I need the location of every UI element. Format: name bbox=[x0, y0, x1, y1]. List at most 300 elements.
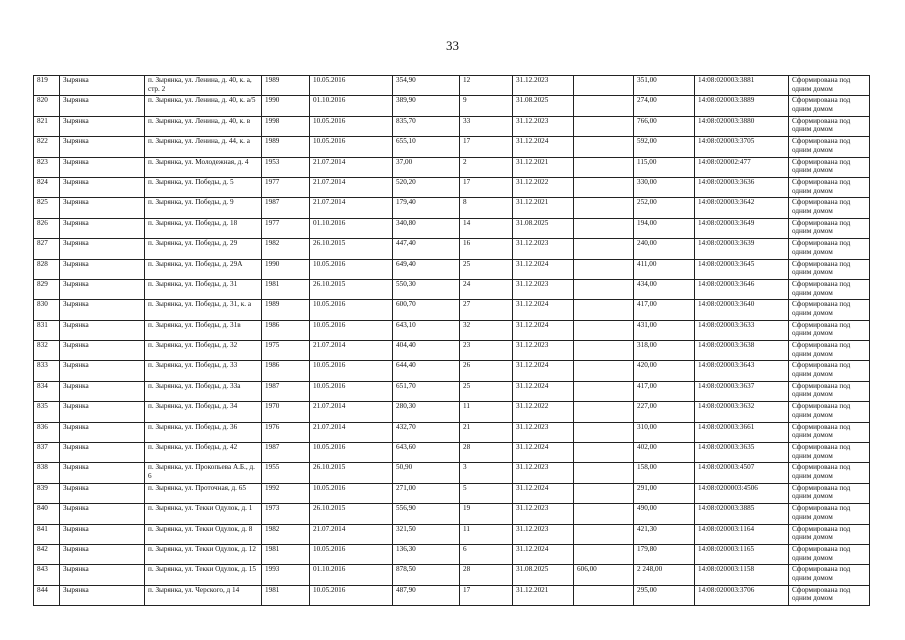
address-cell: п. Зырянка, ул. Победы, д. 18 bbox=[145, 218, 262, 238]
land-status-cell: Сформирована под одним домом bbox=[789, 279, 870, 299]
registration-date-cell: 10.05.2016 bbox=[310, 361, 393, 381]
residents-cell: 17 bbox=[460, 137, 513, 157]
cadastral-number-cell: 14:08:020003:3637 bbox=[695, 381, 789, 401]
extra-area-cell bbox=[574, 422, 634, 442]
land-status-cell: Сформирована под одним домом bbox=[789, 76, 870, 96]
residents-cell: 3 bbox=[460, 463, 513, 483]
table-row bbox=[34, 585, 870, 605]
land-area-cell: 115,00 bbox=[634, 157, 695, 177]
land-area-cell: 179,80 bbox=[634, 544, 695, 564]
land-status-cell: Сформирована под одним домом bbox=[789, 422, 870, 442]
settlement-cell: Зырянка bbox=[60, 300, 145, 320]
land-status-cell: Сформирована под одним домом bbox=[789, 300, 870, 320]
residents-cell: 17 bbox=[460, 177, 513, 197]
land-status-cell: Сформирована под одним домом bbox=[789, 239, 870, 259]
address-cell: п. Зырянка, ул. Победы, д. 29А bbox=[145, 259, 262, 279]
row-number-cell: 844 bbox=[34, 585, 60, 605]
deadline-date-cell: 31.12.2021 bbox=[513, 198, 574, 218]
cadastral-number-cell: 14:08:020003:3632 bbox=[695, 402, 789, 422]
address-cell: п. Зырянка, ул. Победы, д. 42 bbox=[145, 443, 262, 463]
address-cell: п. Зырянка, ул. Ленина, д. 40, к. в bbox=[145, 116, 262, 136]
settlement-cell: Зырянка bbox=[60, 137, 145, 157]
total-area-cell: 447,40 bbox=[393, 239, 460, 259]
land-area-cell: 240,00 bbox=[634, 239, 695, 259]
address-cell: п. Зырянка, ул. Текки Одулок, д. 8 bbox=[145, 524, 262, 544]
land-status-cell: Сформирована под одним домом bbox=[789, 116, 870, 136]
extra-area-cell: 606,00 bbox=[574, 565, 634, 585]
residents-cell: 28 bbox=[460, 443, 513, 463]
extra-area-cell bbox=[574, 341, 634, 361]
settlement-cell: Зырянка bbox=[60, 483, 145, 503]
settlement-cell: Зырянка bbox=[60, 341, 145, 361]
cadastral-number-cell: 14:08:020003:3638 bbox=[695, 341, 789, 361]
row-number-cell: 838 bbox=[34, 463, 60, 483]
total-area-cell: 404,40 bbox=[393, 341, 460, 361]
build-year-cell: 1953 bbox=[262, 157, 310, 177]
registration-date-cell: 26.10.2015 bbox=[310, 463, 393, 483]
settlement-cell: Зырянка bbox=[60, 361, 145, 381]
build-year-cell: 1970 bbox=[262, 402, 310, 422]
cadastral-number-cell: 14:08:0200003:4506 bbox=[695, 483, 789, 503]
total-area-cell: 878,50 bbox=[393, 565, 460, 585]
cadastral-number-cell: 14:08:020003:3889 bbox=[695, 96, 789, 116]
cadastral-number-cell: 14:08:020003:3636 bbox=[695, 177, 789, 197]
registration-date-cell: 10.05.2016 bbox=[310, 320, 393, 340]
extra-area-cell bbox=[574, 463, 634, 483]
address-cell: п. Зырянка, ул. Ленина, д. 40, к. а, стр. 2 bbox=[145, 76, 262, 96]
land-status-cell: Сформирована под одним домом bbox=[789, 218, 870, 238]
residents-cell: 8 bbox=[460, 198, 513, 218]
total-area-cell: 280,30 bbox=[393, 402, 460, 422]
deadline-date-cell: 31.12.2021 bbox=[513, 585, 574, 605]
land-status-cell: Сформирована под одним домом bbox=[789, 157, 870, 177]
total-area-cell: 487,90 bbox=[393, 585, 460, 605]
registration-date-cell: 10.05.2016 bbox=[310, 483, 393, 503]
cadastral-number-cell: 14:08:020003:1158 bbox=[695, 565, 789, 585]
row-number-cell: 825 bbox=[34, 198, 60, 218]
address-cell: п. Зырянка, ул. Победы, д. 33а bbox=[145, 381, 262, 401]
cadastral-number-cell: 14:08:020003:3649 bbox=[695, 218, 789, 238]
build-year-cell: 1990 bbox=[262, 259, 310, 279]
registration-date-cell: 10.05.2016 bbox=[310, 76, 393, 96]
land-area-cell: 194,00 bbox=[634, 218, 695, 238]
build-year-cell: 1981 bbox=[262, 585, 310, 605]
settlement-cell: Зырянка bbox=[60, 116, 145, 136]
settlement-cell: Зырянка bbox=[60, 76, 145, 96]
row-number-cell: 835 bbox=[34, 402, 60, 422]
row-number-cell: 830 bbox=[34, 300, 60, 320]
row-number-cell: 826 bbox=[34, 218, 60, 238]
total-area-cell: 389,90 bbox=[393, 96, 460, 116]
deadline-date-cell: 31.12.2024 bbox=[513, 320, 574, 340]
address-cell: п. Зырянка, ул. Текки Одулок, д. 1 bbox=[145, 504, 262, 524]
table-row bbox=[34, 483, 870, 503]
cadastral-number-cell: 14:08:020003:3643 bbox=[695, 361, 789, 381]
row-number-cell: 833 bbox=[34, 361, 60, 381]
cadastral-number-cell: 14:08:020003:1164 bbox=[695, 524, 789, 544]
build-year-cell: 1993 bbox=[262, 565, 310, 585]
land-status-cell: Сформирована под одним домом bbox=[789, 463, 870, 483]
build-year-cell: 1973 bbox=[262, 504, 310, 524]
table-row bbox=[34, 116, 870, 136]
table-row bbox=[34, 239, 870, 259]
row-number-cell: 841 bbox=[34, 524, 60, 544]
land-status-cell: Сформирована под одним домом bbox=[789, 483, 870, 503]
settlement-cell: Зырянка bbox=[60, 524, 145, 544]
address-cell: п. Зырянка, ул. Победы, д. 33 bbox=[145, 361, 262, 381]
total-area-cell: 655,10 bbox=[393, 137, 460, 157]
settlement-cell: Зырянка bbox=[60, 157, 145, 177]
address-cell: п. Зырянка, ул. Победы, д. 31 bbox=[145, 279, 262, 299]
address-cell: п. Зырянка, ул. Победы, д. 29 bbox=[145, 239, 262, 259]
land-area-cell: 2 248,00 bbox=[634, 565, 695, 585]
row-number-cell: 839 bbox=[34, 483, 60, 503]
residents-cell: 16 bbox=[460, 239, 513, 259]
deadline-date-cell: 31.12.2023 bbox=[513, 524, 574, 544]
build-year-cell: 1986 bbox=[262, 361, 310, 381]
extra-area-cell bbox=[574, 76, 634, 96]
land-area-cell: 420,00 bbox=[634, 361, 695, 381]
deadline-date-cell: 31.12.2023 bbox=[513, 463, 574, 483]
address-cell: п. Зырянка, ул. Текки Одулок, д. 15 bbox=[145, 565, 262, 585]
build-year-cell: 1987 bbox=[262, 381, 310, 401]
page-number: 33 bbox=[446, 38, 459, 53]
residents-cell: 27 bbox=[460, 300, 513, 320]
extra-area-cell bbox=[574, 381, 634, 401]
extra-area-cell bbox=[574, 116, 634, 136]
address-cell: п. Зырянка, ул. Прокопьева А.Б., д. 6 bbox=[145, 463, 262, 483]
build-year-cell: 1975 bbox=[262, 341, 310, 361]
residents-cell: 6 bbox=[460, 544, 513, 564]
land-status-cell: Сформирована под одним домом bbox=[789, 198, 870, 218]
land-area-cell: 417,00 bbox=[634, 381, 695, 401]
build-year-cell: 1981 bbox=[262, 279, 310, 299]
registration-date-cell: 01.10.2016 bbox=[310, 96, 393, 116]
table-row bbox=[34, 341, 870, 361]
build-year-cell: 1989 bbox=[262, 76, 310, 96]
table-row bbox=[34, 300, 870, 320]
settlement-cell: Зырянка bbox=[60, 177, 145, 197]
build-year-cell: 1987 bbox=[262, 443, 310, 463]
row-number-cell: 819 bbox=[34, 76, 60, 96]
total-area-cell: 271,00 bbox=[393, 483, 460, 503]
table-row bbox=[34, 524, 870, 544]
land-status-cell: Сформирована под одним домом bbox=[789, 565, 870, 585]
deadline-date-cell: 31.12.2024 bbox=[513, 300, 574, 320]
table-row bbox=[34, 157, 870, 177]
housing-registry-table bbox=[33, 75, 870, 606]
total-area-cell: 651,70 bbox=[393, 381, 460, 401]
settlement-cell: Зырянка bbox=[60, 259, 145, 279]
total-area-cell: 179,40 bbox=[393, 198, 460, 218]
build-year-cell: 1992 bbox=[262, 483, 310, 503]
cadastral-number-cell: 14:08:020003:4507 bbox=[695, 463, 789, 483]
address-cell: п. Зырянка, ул. Победы, д. 31в bbox=[145, 320, 262, 340]
extra-area-cell bbox=[574, 504, 634, 524]
extra-area-cell bbox=[574, 177, 634, 197]
build-year-cell: 1981 bbox=[262, 544, 310, 564]
registration-date-cell: 26.10.2015 bbox=[310, 239, 393, 259]
cadastral-number-cell: 14:08:020003:3640 bbox=[695, 300, 789, 320]
settlement-cell: Зырянка bbox=[60, 198, 145, 218]
build-year-cell: 1987 bbox=[262, 198, 310, 218]
cadastral-number-cell: 14:08:020003:3661 bbox=[695, 422, 789, 442]
build-year-cell: 1955 bbox=[262, 463, 310, 483]
extra-area-cell bbox=[574, 259, 634, 279]
cadastral-number-cell: 14:08:020003:3881 bbox=[695, 76, 789, 96]
cadastral-number-cell: 14:08:020003:3880 bbox=[695, 116, 789, 136]
cadastral-number-cell: 14:08:020003:1165 bbox=[695, 544, 789, 564]
table-row bbox=[34, 504, 870, 524]
build-year-cell: 1982 bbox=[262, 239, 310, 259]
residents-cell: 14 bbox=[460, 218, 513, 238]
table-row bbox=[34, 259, 870, 279]
total-area-cell: 354,90 bbox=[393, 76, 460, 96]
registration-date-cell: 10.05.2016 bbox=[310, 381, 393, 401]
table-row bbox=[34, 177, 870, 197]
address-cell: п. Зырянка, ул. Победы, д. 5 bbox=[145, 177, 262, 197]
table-row bbox=[34, 463, 870, 483]
cadastral-number-cell: 14:08:020003:3705 bbox=[695, 137, 789, 157]
residents-cell: 23 bbox=[460, 341, 513, 361]
row-number-cell: 832 bbox=[34, 341, 60, 361]
extra-area-cell bbox=[574, 137, 634, 157]
land-area-cell: 295,00 bbox=[634, 585, 695, 605]
land-status-cell: Сформирована под одним домом bbox=[789, 96, 870, 116]
land-status-cell: Сформирована под одним домом bbox=[789, 504, 870, 524]
settlement-cell: Зырянка bbox=[60, 463, 145, 483]
settlement-cell: Зырянка bbox=[60, 422, 145, 442]
cadastral-number-cell: 14:08:020003:3642 bbox=[695, 198, 789, 218]
registration-date-cell: 26.10.2015 bbox=[310, 504, 393, 524]
row-number-cell: 822 bbox=[34, 137, 60, 157]
total-area-cell: 321,50 bbox=[393, 524, 460, 544]
residents-cell: 11 bbox=[460, 402, 513, 422]
table-row bbox=[34, 137, 870, 157]
extra-area-cell bbox=[574, 198, 634, 218]
residents-cell: 19 bbox=[460, 504, 513, 524]
deadline-date-cell: 31.12.2024 bbox=[513, 361, 574, 381]
residents-cell: 11 bbox=[460, 524, 513, 544]
row-number-cell: 843 bbox=[34, 565, 60, 585]
total-area-cell: 550,30 bbox=[393, 279, 460, 299]
residents-cell: 33 bbox=[460, 116, 513, 136]
residents-cell: 17 bbox=[460, 585, 513, 605]
cadastral-number-cell: 14:08:020002:477 bbox=[695, 157, 789, 177]
registration-date-cell: 21.07.2014 bbox=[310, 177, 393, 197]
land-status-cell: Сформирована под одним домом bbox=[789, 402, 870, 422]
land-status-cell: Сформирована под одним домом bbox=[789, 381, 870, 401]
registration-date-cell: 10.05.2016 bbox=[310, 116, 393, 136]
settlement-cell: Зырянка bbox=[60, 565, 145, 585]
total-area-cell: 37,00 bbox=[393, 157, 460, 177]
address-cell: п. Зырянка, ул. Победы, д. 32 bbox=[145, 341, 262, 361]
registration-date-cell: 10.05.2016 bbox=[310, 544, 393, 564]
row-number-cell: 842 bbox=[34, 544, 60, 564]
deadline-date-cell: 31.08.2025 bbox=[513, 565, 574, 585]
land-status-cell: Сформирована под одним домом bbox=[789, 524, 870, 544]
residents-cell: 32 bbox=[460, 320, 513, 340]
extra-area-cell bbox=[574, 544, 634, 564]
deadline-date-cell: 31.12.2023 bbox=[513, 422, 574, 442]
registration-date-cell: 21.07.2014 bbox=[310, 422, 393, 442]
land-area-cell: 592,00 bbox=[634, 137, 695, 157]
registration-date-cell: 21.07.2014 bbox=[310, 157, 393, 177]
build-year-cell: 1990 bbox=[262, 96, 310, 116]
settlement-cell: Зырянка bbox=[60, 239, 145, 259]
table-row bbox=[34, 218, 870, 238]
residents-cell: 5 bbox=[460, 483, 513, 503]
residents-cell: 12 bbox=[460, 76, 513, 96]
table-row bbox=[34, 402, 870, 422]
row-number-cell: 821 bbox=[34, 116, 60, 136]
settlement-cell: Зырянка bbox=[60, 279, 145, 299]
cadastral-number-cell: 14:08:020003:3646 bbox=[695, 279, 789, 299]
deadline-date-cell: 31.08.2025 bbox=[513, 218, 574, 238]
row-number-cell: 823 bbox=[34, 157, 60, 177]
table-row bbox=[34, 565, 870, 585]
settlement-cell: Зырянка bbox=[60, 585, 145, 605]
extra-area-cell bbox=[574, 320, 634, 340]
residents-cell: 2 bbox=[460, 157, 513, 177]
residents-cell: 9 bbox=[460, 96, 513, 116]
deadline-date-cell: 31.12.2023 bbox=[513, 116, 574, 136]
deadline-date-cell: 31.08.2025 bbox=[513, 96, 574, 116]
settlement-cell: Зырянка bbox=[60, 218, 145, 238]
cadastral-number-cell: 14:08:020003:3885 bbox=[695, 504, 789, 524]
table-row bbox=[34, 544, 870, 564]
settlement-cell: Зырянка bbox=[60, 504, 145, 524]
table-row bbox=[34, 320, 870, 340]
settlement-cell: Зырянка bbox=[60, 443, 145, 463]
deadline-date-cell: 31.12.2023 bbox=[513, 239, 574, 259]
address-cell: п. Зырянка, ул. Ленина, д. 40, к. а/5 bbox=[145, 96, 262, 116]
cadastral-number-cell: 14:08:020003:3639 bbox=[695, 239, 789, 259]
table-row bbox=[34, 361, 870, 381]
deadline-date-cell: 31.12.2024 bbox=[513, 443, 574, 463]
build-year-cell: 1977 bbox=[262, 218, 310, 238]
registration-date-cell: 21.07.2014 bbox=[310, 198, 393, 218]
table-row bbox=[34, 279, 870, 299]
land-area-cell: 417,00 bbox=[634, 300, 695, 320]
land-area-cell: 431,00 bbox=[634, 320, 695, 340]
land-area-cell: 318,00 bbox=[634, 341, 695, 361]
table-row bbox=[34, 76, 870, 96]
residents-cell: 24 bbox=[460, 279, 513, 299]
cadastral-number-cell: 14:08:020003:3645 bbox=[695, 259, 789, 279]
deadline-date-cell: 31.12.2023 bbox=[513, 341, 574, 361]
extra-area-cell bbox=[574, 443, 634, 463]
row-number-cell: 831 bbox=[34, 320, 60, 340]
extra-area-cell bbox=[574, 361, 634, 381]
extra-area-cell bbox=[574, 585, 634, 605]
land-area-cell: 421,30 bbox=[634, 524, 695, 544]
extra-area-cell bbox=[574, 279, 634, 299]
land-area-cell: 227,00 bbox=[634, 402, 695, 422]
settlement-cell: Зырянка bbox=[60, 381, 145, 401]
land-area-cell: 766,00 bbox=[634, 116, 695, 136]
land-area-cell: 351,00 bbox=[634, 76, 695, 96]
row-number-cell: 834 bbox=[34, 381, 60, 401]
table-row bbox=[34, 96, 870, 116]
registration-date-cell: 21.07.2014 bbox=[310, 341, 393, 361]
land-status-cell: Сформирована под одним домом bbox=[789, 585, 870, 605]
extra-area-cell bbox=[574, 524, 634, 544]
total-area-cell: 643,10 bbox=[393, 320, 460, 340]
row-number-cell: 824 bbox=[34, 177, 60, 197]
deadline-date-cell: 31.12.2022 bbox=[513, 177, 574, 197]
address-cell: п. Зырянка, ул. Ленина, д. 44, к. а bbox=[145, 137, 262, 157]
extra-area-cell bbox=[574, 300, 634, 320]
build-year-cell: 1998 bbox=[262, 116, 310, 136]
extra-area-cell bbox=[574, 483, 634, 503]
deadline-date-cell: 31.12.2022 bbox=[513, 402, 574, 422]
build-year-cell: 1989 bbox=[262, 137, 310, 157]
land-status-cell: Сформирована под одним домом bbox=[789, 137, 870, 157]
cadastral-number-cell: 14:08:020003:3635 bbox=[695, 443, 789, 463]
land-area-cell: 158,00 bbox=[634, 463, 695, 483]
address-cell: п. Зырянка, ул. Текки Одулок, д. 12 bbox=[145, 544, 262, 564]
table-row bbox=[34, 422, 870, 442]
extra-area-cell bbox=[574, 402, 634, 422]
row-number-cell: 829 bbox=[34, 279, 60, 299]
settlement-cell: Зырянка bbox=[60, 320, 145, 340]
address-cell: п. Зырянка, ул. Победы, д. 31, к. а bbox=[145, 300, 262, 320]
registration-date-cell: 21.07.2014 bbox=[310, 524, 393, 544]
build-year-cell: 1977 bbox=[262, 177, 310, 197]
land-status-cell: Сформирована под одним домом bbox=[789, 259, 870, 279]
address-cell: п. Зырянка, ул. Победы, д. 9 bbox=[145, 198, 262, 218]
table-row bbox=[34, 198, 870, 218]
build-year-cell: 1982 bbox=[262, 524, 310, 544]
deadline-date-cell: 31.12.2024 bbox=[513, 483, 574, 503]
land-area-cell: 291,00 bbox=[634, 483, 695, 503]
settlement-cell: Зырянка bbox=[60, 544, 145, 564]
row-number-cell: 827 bbox=[34, 239, 60, 259]
total-area-cell: 643,60 bbox=[393, 443, 460, 463]
residents-cell: 21 bbox=[460, 422, 513, 442]
row-number-cell: 837 bbox=[34, 443, 60, 463]
total-area-cell: 340,80 bbox=[393, 218, 460, 238]
land-status-cell: Сформирована под одним домом bbox=[789, 177, 870, 197]
build-year-cell: 1989 bbox=[262, 300, 310, 320]
total-area-cell: 50,90 bbox=[393, 463, 460, 483]
deadline-date-cell: 31.12.2024 bbox=[513, 544, 574, 564]
residents-cell: 25 bbox=[460, 259, 513, 279]
cadastral-number-cell: 14:08:020003:3633 bbox=[695, 320, 789, 340]
land-area-cell: 490,00 bbox=[634, 504, 695, 524]
registration-date-cell: 21.07.2014 bbox=[310, 402, 393, 422]
land-area-cell: 310,00 bbox=[634, 422, 695, 442]
total-area-cell: 835,70 bbox=[393, 116, 460, 136]
address-cell: п. Зырянка, ул. Черского, д 14 bbox=[145, 585, 262, 605]
total-area-cell: 520,20 bbox=[393, 177, 460, 197]
extra-area-cell bbox=[574, 239, 634, 259]
settlement-cell: Зырянка bbox=[60, 402, 145, 422]
extra-area-cell bbox=[574, 96, 634, 116]
extra-area-cell bbox=[574, 157, 634, 177]
land-status-cell: Сформирована под одним домом bbox=[789, 361, 870, 381]
deadline-date-cell: 31.12.2023 bbox=[513, 504, 574, 524]
deadline-date-cell: 31.12.2021 bbox=[513, 157, 574, 177]
land-area-cell: 252,00 bbox=[634, 198, 695, 218]
extra-area-cell bbox=[574, 218, 634, 238]
total-area-cell: 600,70 bbox=[393, 300, 460, 320]
build-year-cell: 1986 bbox=[262, 320, 310, 340]
land-status-cell: Сформирована под одним домом bbox=[789, 341, 870, 361]
total-area-cell: 644,40 bbox=[393, 361, 460, 381]
land-area-cell: 330,00 bbox=[634, 177, 695, 197]
